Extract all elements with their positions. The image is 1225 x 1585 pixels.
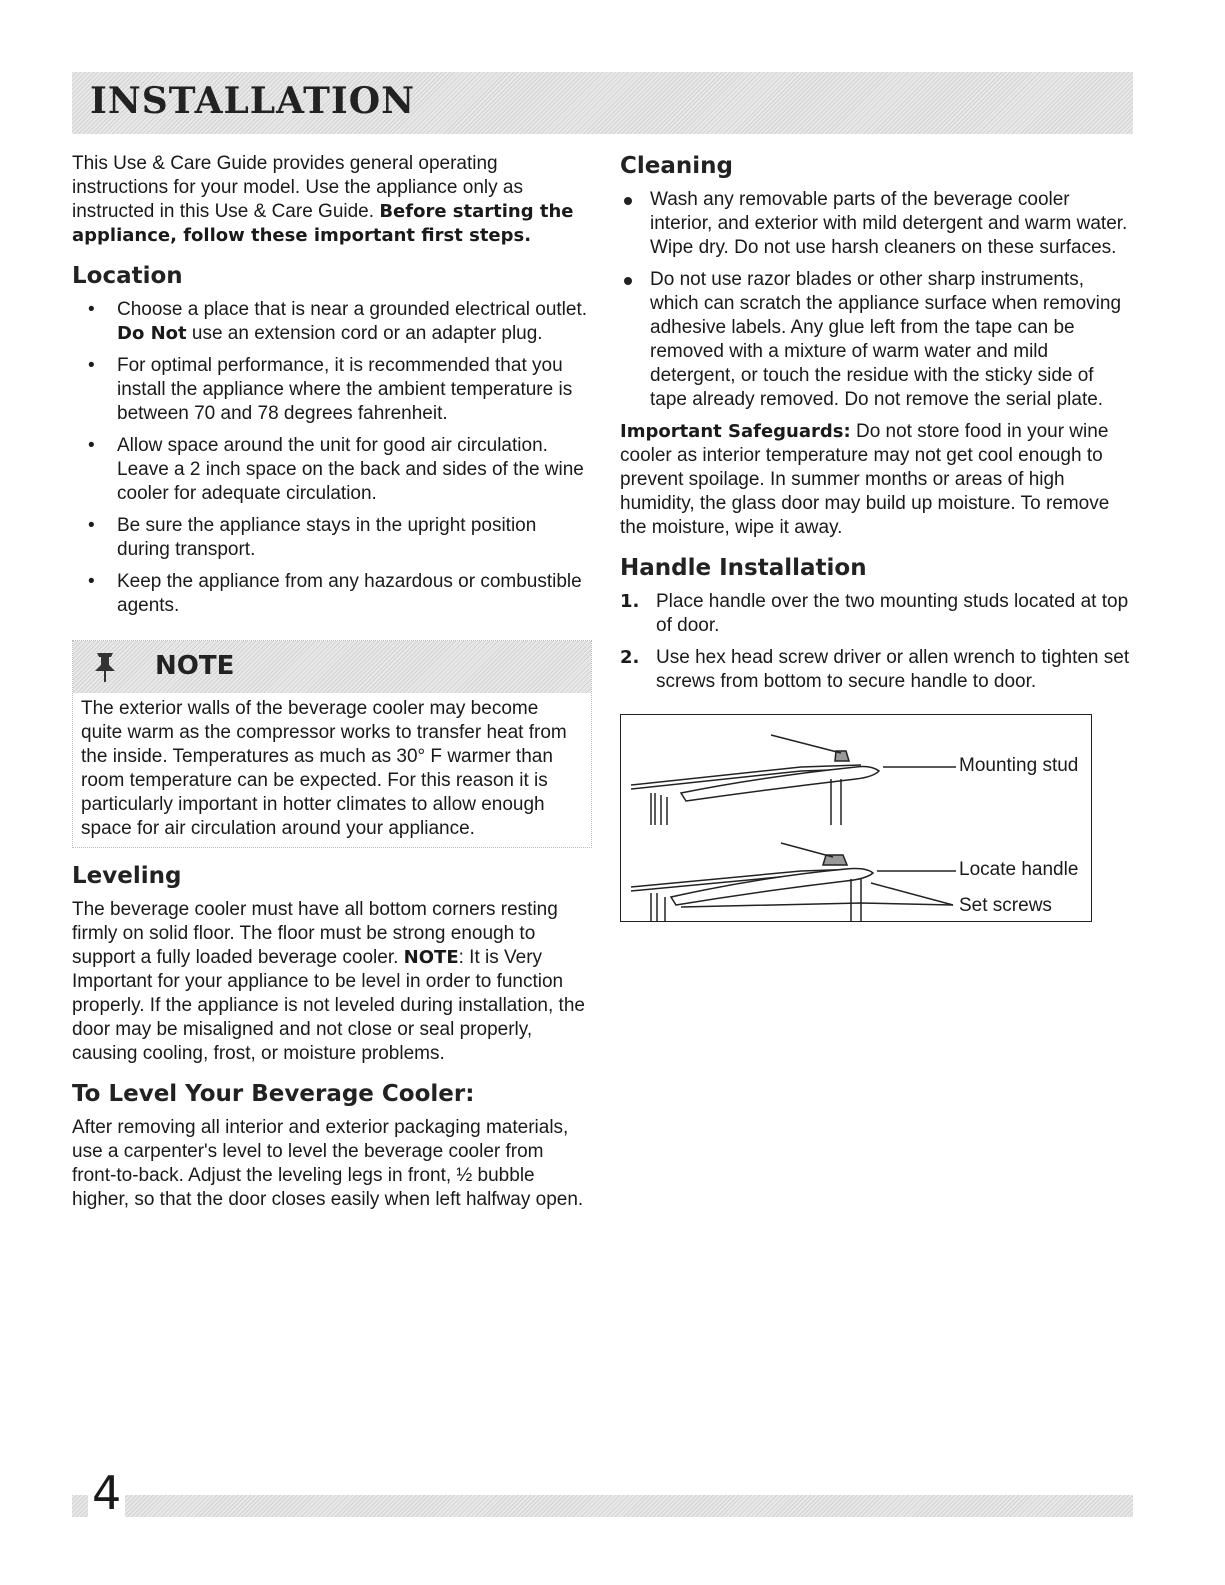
- list-item: Do not use razor blades or other sharp instruments, which can scratch the appliance surface when removing adhesive labels. Any glue left from the tape can be removed with a mixture of warm water and mild detergent, or touch the residue with the sticky side of tape already removed. Do not remove the serial plate.: [620, 268, 1135, 412]
- to-level-paragraph: After removing all interior and exterior packaging materials, use a carpenter's level to level the beverage cooler from front-to-back. Adjust the leveling legs in front, ½ bubble higher, so that the door closes easily when left halfway open.: [72, 1117, 584, 1210]
- list-item: Wash any removable parts of the beverage cooler interior, and exterior with mild detergent and warm water. Wipe dry. Do not use harsh cleaners on these surfaces.: [620, 188, 1135, 260]
- note-text: The exterior walls of the beverage cooler may become quite warm as the compressor works to transfer heat from the inside. Temperatures as much as 30° F warmer than room temperature can be expected. For this reason it is particularly important in hotter climates to allow enough space for air circulation around your appliance.: [81, 698, 567, 839]
- list-item: 2. Use hex head screw driver or allen wrench to tighten set screws from bottom to secure handle to door.: [620, 647, 1130, 692]
- cleaning-list: [620, 188, 1135, 412]
- cleaning-heading: Cleaning: [620, 153, 733, 179]
- list-item: 1. Place handle over the two mounting studs located at top of door.: [620, 591, 1129, 636]
- header-bar: [72, 72, 1133, 134]
- intro-paragraph: [72, 152, 592, 248]
- page-number: 4: [88, 1468, 125, 1518]
- footer-bar: [72, 1495, 1133, 1517]
- locate-handle-label: Locate handle: [959, 859, 1079, 880]
- set-screws-label: Set screws: [959, 895, 1052, 916]
- list-item: • Allow space around the unit for good air circulation. Leave a 2 inch space on the back and sides of the wine cooler for adequate circulation.: [88, 435, 584, 504]
- right-column: [620, 152, 1135, 922]
- safeguards-paragraph: Important Safeguards: Do not store food in your wine cooler as interior temperature may not get cool enough to prevent spoilage. In summer months or areas of high humidity, the glass door may build up moisture. To remove the moisture, wipe it away.: [620, 421, 1110, 538]
- handle-steps: [620, 590, 1135, 694]
- note-title: NOTE: [155, 651, 235, 681]
- intro-bold: Before starting the appliance, follow these important first steps.: [72, 201, 574, 246]
- list-item: • Be sure the appliance stays in the upright position during transport.: [88, 515, 537, 560]
- note-box: [72, 640, 592, 848]
- handle-heading: Handle Installation: [620, 555, 867, 581]
- mounting-stud-label: Mounting stud: [959, 755, 1079, 776]
- handle-illustration: [621, 715, 1091, 921]
- intro-text: This Use & Care Guide provides general operating instructions for your model. Use the appliance only as instructed in this Use & Care Guide.: [72, 153, 523, 222]
- note-header: [73, 641, 591, 693]
- location-list: [72, 298, 592, 618]
- list-item: • Choose a place that is near a grounded electrical outlet. Do Not use an extension cord or an adapter plug.: [88, 299, 588, 344]
- to-level-heading: To Level Your Beverage Cooler:: [72, 1081, 475, 1107]
- pushpin-icon: [91, 651, 119, 683]
- list-item: • Keep the appliance from any hazardous or combustible agents.: [88, 571, 582, 616]
- list-item: • For optimal performance, it is recommended that you install the appliance where the ambient temperature is between 70 and 78 degrees fahrenheit.: [88, 355, 573, 424]
- page-title: INSTALLATION: [90, 80, 415, 122]
- leveling-paragraph: The beverage cooler must have all bottom corners resting firmly on solid floor. The floor must be strong enough to support a fully loaded beverage cooler. NOTE: It is Very Important for your appliance to be level in order to function properly. If the appliance is not leveled during installation, the door may be misaligned and not close or seal properly, causing cooling, frost, or moisture problems.: [72, 899, 585, 1064]
- left-column: [72, 152, 592, 1212]
- handle-diagram: [620, 714, 1092, 922]
- location-heading: Location: [72, 263, 183, 289]
- leveling-heading: Leveling: [72, 863, 182, 889]
